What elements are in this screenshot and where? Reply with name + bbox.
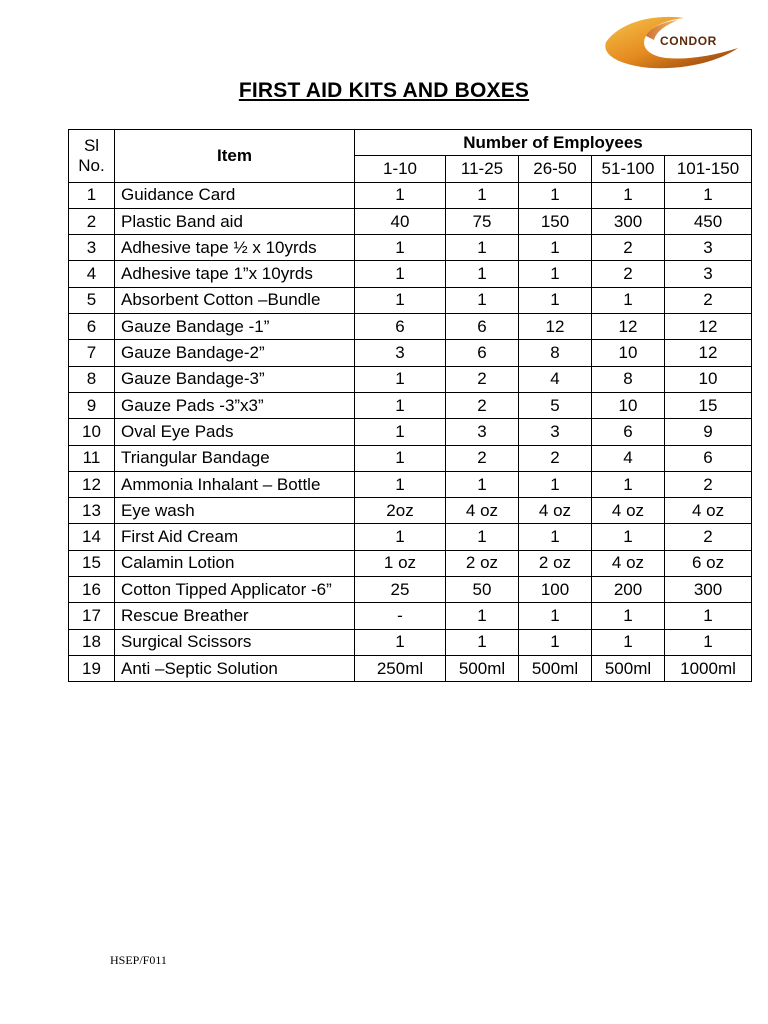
table-row — [69, 629, 752, 655]
quantity-cell: 1 — [519, 261, 592, 287]
quantity-cell: 2 — [592, 261, 665, 287]
quantity-cell: 3 — [665, 235, 752, 261]
sl-no-cell: 8 — [69, 366, 115, 392]
sl-no-cell: 14 — [69, 524, 115, 550]
sl-no-cell: 11 — [69, 445, 115, 471]
range-header: 26-50 — [519, 156, 592, 182]
item-cell: Gauze Bandage-3” — [115, 366, 355, 392]
quantity-cell: 2 — [665, 287, 752, 313]
quantity-cell: 300 — [665, 577, 752, 603]
sl-no-cell: 2 — [69, 208, 115, 234]
quantity-cell: 1 — [446, 182, 519, 208]
table-row — [69, 445, 752, 471]
quantity-cell: 4 oz — [519, 498, 592, 524]
svg-text:CONDOR: CONDOR — [660, 34, 717, 48]
quantity-cell: 1 — [519, 524, 592, 550]
table-row — [69, 524, 752, 550]
quantity-cell: 1 — [592, 629, 665, 655]
quantity-cell: 4 oz — [592, 498, 665, 524]
quantity-cell: 200 — [592, 577, 665, 603]
quantity-cell: 4 — [592, 445, 665, 471]
quantity-cell: 75 — [446, 208, 519, 234]
quantity-cell: 1 — [592, 524, 665, 550]
quantity-cell: 1 — [446, 261, 519, 287]
range-header: 11-25 — [446, 156, 519, 182]
quantity-cell: 4 oz — [665, 498, 752, 524]
sl-no-cell: 10 — [69, 419, 115, 445]
item-cell: Oval Eye Pads — [115, 419, 355, 445]
quantity-cell: 1000ml — [665, 655, 752, 681]
quantity-cell: 1 — [355, 235, 446, 261]
quantity-cell: 40 — [355, 208, 446, 234]
table-row — [69, 182, 752, 208]
item-cell: Triangular Bandage — [115, 445, 355, 471]
range-header: 1-10 — [355, 156, 446, 182]
quantity-cell: 25 — [355, 577, 446, 603]
quantity-cell: - — [355, 603, 446, 629]
sl-no-cell: 4 — [69, 261, 115, 287]
table-row — [69, 287, 752, 313]
quantity-cell: 1 — [665, 182, 752, 208]
table-row — [69, 577, 752, 603]
quantity-cell: 250ml — [355, 655, 446, 681]
quantity-cell: 5 — [519, 392, 592, 418]
item-cell: Adhesive tape 1”x 10yrds — [115, 261, 355, 287]
table-row — [69, 314, 752, 340]
table-body — [69, 182, 752, 682]
quantity-cell: 3 — [665, 261, 752, 287]
quantity-cell: 500ml — [446, 655, 519, 681]
sl-no-cell: 15 — [69, 550, 115, 576]
quantity-cell: 4 — [519, 366, 592, 392]
item-cell: Cotton Tipped Applicator -6” — [115, 577, 355, 603]
quantity-cell: 1 — [446, 629, 519, 655]
range-header: 51-100 — [592, 156, 665, 182]
table-row — [69, 261, 752, 287]
quantity-cell: 1 — [519, 235, 592, 261]
quantity-cell: 500ml — [519, 655, 592, 681]
item-cell: Ammonia Inhalant – Bottle — [115, 471, 355, 497]
quantity-cell: 1 — [355, 471, 446, 497]
sl-no-cell: 3 — [69, 235, 115, 261]
item-header: Item — [115, 130, 355, 183]
range-header: 101-150 — [665, 156, 752, 182]
quantity-cell: 300 — [592, 208, 665, 234]
quantity-cell: 8 — [592, 366, 665, 392]
table-row — [69, 208, 752, 234]
quantity-cell: 2 oz — [519, 550, 592, 576]
quantity-cell: 1 — [592, 182, 665, 208]
page-title: FIRST AID KITS AND BOXES — [238, 79, 530, 102]
sl-no-cell: 12 — [69, 471, 115, 497]
quantity-cell: 2 oz — [446, 550, 519, 576]
quantity-cell: 4 oz — [446, 498, 519, 524]
quantity-cell: 2 — [665, 524, 752, 550]
table-row — [69, 235, 752, 261]
quantity-cell: 12 — [519, 314, 592, 340]
quantity-cell: 100 — [519, 577, 592, 603]
quantity-cell: 500ml — [592, 655, 665, 681]
quantity-cell: 2 — [519, 445, 592, 471]
first-aid-kit-table — [68, 129, 752, 682]
sl-no-cell: 6 — [69, 314, 115, 340]
table-row — [69, 655, 752, 681]
quantity-cell: 1 — [519, 182, 592, 208]
quantity-cell: 1 — [446, 235, 519, 261]
table-row — [69, 340, 752, 366]
quantity-cell: 6 — [592, 419, 665, 445]
quantity-cell: 1 — [519, 629, 592, 655]
quantity-cell: 1 — [592, 603, 665, 629]
condor-logo — [600, 12, 742, 72]
quantity-cell: 12 — [665, 340, 752, 366]
sl-no-cell: 18 — [69, 629, 115, 655]
item-cell: Absorbent Cotton –Bundle — [115, 287, 355, 313]
item-cell: Anti –Septic Solution — [115, 655, 355, 681]
quantity-cell: 12 — [665, 314, 752, 340]
quantity-cell: 1 — [355, 182, 446, 208]
quantity-cell: 12 — [592, 314, 665, 340]
sl-no-cell: 7 — [69, 340, 115, 366]
quantity-cell: 6 — [446, 314, 519, 340]
quantity-cell: 6 — [665, 445, 752, 471]
quantity-cell: 10 — [592, 340, 665, 366]
employees-group-header: Number of Employees — [355, 130, 752, 156]
item-cell: Gauze Pads -3”x3” — [115, 392, 355, 418]
quantity-cell: 1 — [446, 603, 519, 629]
item-cell: Calamin Lotion — [115, 550, 355, 576]
quantity-cell: 2 — [446, 445, 519, 471]
table-row — [69, 471, 752, 497]
table-row — [69, 498, 752, 524]
quantity-cell: 4 oz — [592, 550, 665, 576]
sl-no-header: Sl No. — [69, 130, 115, 183]
quantity-cell: 3 — [446, 419, 519, 445]
quantity-cell: 1 — [665, 629, 752, 655]
quantity-cell: 1 — [355, 524, 446, 550]
sl-no-cell: 16 — [69, 577, 115, 603]
item-cell: Surgical Scissors — [115, 629, 355, 655]
quantity-cell: 1 — [355, 261, 446, 287]
item-cell: Gauze Bandage -1” — [115, 314, 355, 340]
quantity-cell: 1 — [592, 471, 665, 497]
quantity-cell: 6 oz — [665, 550, 752, 576]
table-row — [69, 419, 752, 445]
item-cell: Adhesive tape ½ x 10yrds — [115, 235, 355, 261]
item-cell: Gauze Bandage-2” — [115, 340, 355, 366]
sl-no-cell: 5 — [69, 287, 115, 313]
sl-no-cell: 1 — [69, 182, 115, 208]
item-cell: First Aid Cream — [115, 524, 355, 550]
quantity-cell: 2oz — [355, 498, 446, 524]
quantity-cell: 15 — [665, 392, 752, 418]
table-row — [69, 366, 752, 392]
quantity-cell: 8 — [519, 340, 592, 366]
quantity-cell: 1 — [592, 287, 665, 313]
quantity-cell: 1 — [446, 287, 519, 313]
quantity-cell: 2 — [665, 471, 752, 497]
quantity-cell: 450 — [665, 208, 752, 234]
quantity-cell: 1 — [446, 471, 519, 497]
quantity-cell: 50 — [446, 577, 519, 603]
item-cell: Guidance Card — [115, 182, 355, 208]
quantity-cell: 2 — [592, 235, 665, 261]
quantity-cell: 1 — [355, 392, 446, 418]
quantity-cell: 1 — [519, 287, 592, 313]
quantity-cell: 9 — [665, 419, 752, 445]
quantity-cell: 150 — [519, 208, 592, 234]
quantity-cell: 10 — [665, 366, 752, 392]
quantity-cell: 1 — [446, 524, 519, 550]
item-cell: Rescue Breather — [115, 603, 355, 629]
quantity-cell: 3 — [355, 340, 446, 366]
table-row — [69, 603, 752, 629]
condor-logo-icon — [600, 12, 742, 72]
quantity-cell: 2 — [446, 366, 519, 392]
quantity-cell: 1 — [665, 603, 752, 629]
table-row — [69, 392, 752, 418]
sl-no-cell: 9 — [69, 392, 115, 418]
quantity-cell: 2 — [446, 392, 519, 418]
quantity-cell: 1 — [355, 287, 446, 313]
quantity-cell: 1 — [355, 629, 446, 655]
quantity-cell: 1 oz — [355, 550, 446, 576]
table-row — [69, 550, 752, 576]
quantity-cell: 1 — [355, 445, 446, 471]
quantity-cell: 6 — [355, 314, 446, 340]
quantity-cell: 1 — [519, 471, 592, 497]
item-cell: Eye wash — [115, 498, 355, 524]
sl-no-cell: 17 — [69, 603, 115, 629]
document-code: HSEP/F011 — [110, 953, 167, 967]
sl-no-cell: 13 — [69, 498, 115, 524]
quantity-cell: 1 — [355, 419, 446, 445]
quantity-cell: 1 — [355, 366, 446, 392]
quantity-cell: 6 — [446, 340, 519, 366]
sl-no-cell: 19 — [69, 655, 115, 681]
item-cell: Plastic Band aid — [115, 208, 355, 234]
quantity-cell: 1 — [519, 603, 592, 629]
quantity-cell: 3 — [519, 419, 592, 445]
quantity-cell: 10 — [592, 392, 665, 418]
